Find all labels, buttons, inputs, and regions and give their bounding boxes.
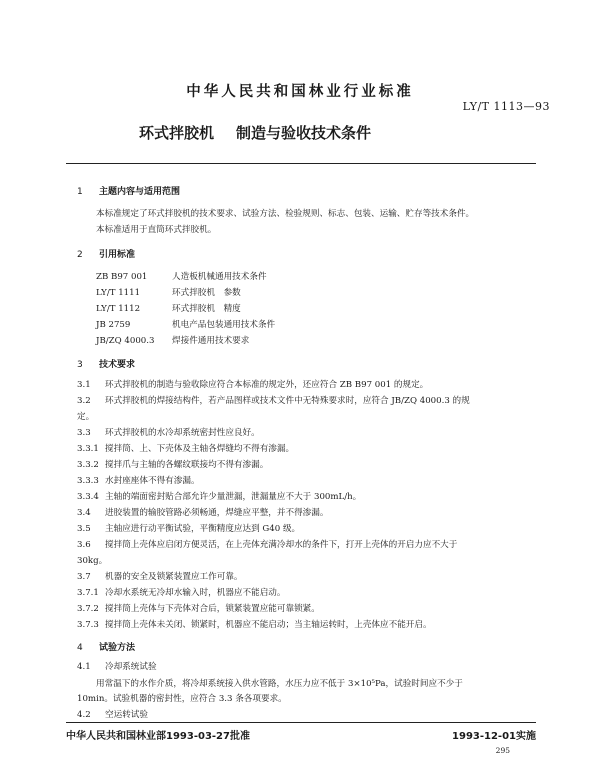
clause-number: 3.7.2 (77, 604, 99, 614)
clause-text: 主轴的端面密封贴合部允许少量泄漏，泄漏量应不大于 300mL/h。 (105, 492, 362, 502)
subclause-title: 空运转试验 (105, 710, 148, 720)
clause-item (77, 602, 320, 614)
section-4-title: 试验方法 (99, 643, 136, 653)
clause-item (77, 570, 243, 582)
clause-number: 3.7.3 (77, 620, 99, 630)
clause-number: 3.6 (77, 540, 91, 550)
clause-number: 3.3.2 (77, 460, 99, 470)
clause-text: 搅拌筒上壳体应启闭方便灵活，在上壳体充满冷却水的条件下，打开上壳体的开启力应不大于 (105, 540, 458, 550)
clause-item (77, 474, 200, 486)
clause-text: 进胶装置的输胶管路必须畅通，焊缝应平整，并不得渗漏。 (105, 508, 329, 518)
subclause-4-1 (77, 660, 157, 672)
reference-name: 人造板机械通用技术条件 (172, 272, 267, 282)
clause-item (77, 426, 260, 438)
clause-item (77, 522, 300, 534)
clause-item (77, 490, 361, 502)
clause-item (77, 442, 294, 454)
clause-number: 3.3 (77, 428, 91, 438)
section-1-number: 1 (77, 187, 83, 197)
clause-item (77, 618, 432, 630)
section-3-number: 3 (77, 360, 83, 370)
clause-item (77, 378, 428, 390)
reference-code: JB/ZQ 4000.3 (96, 336, 155, 346)
reference-name: 环式拌胶机 精度 (172, 304, 241, 314)
section-2-title: 引用标准 (99, 250, 136, 260)
clause-text: 环式拌胶机的水冷却系统密封性应良好。 (105, 428, 260, 438)
page-number: 295 (495, 746, 510, 755)
section-3-heading (77, 357, 135, 370)
clause-number: 3.5 (77, 524, 91, 534)
reference-item (96, 286, 241, 298)
document-title-part2: 制造与验收技术条件 (236, 124, 372, 142)
section-2-number: 2 (77, 250, 83, 260)
clause-item (77, 394, 470, 406)
clause-number: 3.3.1 (77, 444, 99, 454)
subclause-4-1-para-2: 10min。试验机器的密封性，应符合 3.3 条各项要求。 (77, 694, 287, 704)
section-1-para-1: 本标准规定了环式拌胶机的技术要求、试验方法、检验规则、标志、包装、运输、贮存等技术条件。 (96, 209, 475, 219)
reference-item (96, 302, 241, 314)
subclause-title: 冷却系统试验 (105, 662, 157, 672)
standard-title: 中华人民共和国林业行业标准 (186, 84, 414, 100)
section-1-title: 主题内容与适用范围 (99, 187, 181, 197)
clause-number: 3.3.4 (77, 492, 99, 502)
issuer-approval: 中华人民共和国林业部1993-03-27批准 (66, 731, 250, 742)
section-4-number: 4 (77, 643, 83, 653)
reference-item (96, 334, 249, 346)
reference-code: ZB B97 001 (96, 272, 148, 282)
clause-continuation: 定。 (77, 412, 95, 422)
clause-item (77, 458, 268, 470)
reference-code: JB 2759 (96, 320, 131, 330)
standard-code: LY/T 1113—93 (462, 100, 550, 113)
clause-text: 机器的安全及锁紧装置应工作可靠。 (105, 572, 243, 582)
clause-number: 3.7.1 (77, 588, 99, 598)
subclause-4-2 (77, 708, 148, 720)
clause-item (77, 586, 285, 598)
subclause-4-1-para-1: 用常温下的水作介质，将冷却系统接入供水管路，水压力应不低于 3×10⁵Pa，试验时间应不少于 (96, 679, 463, 689)
subclause-number: 4.1 (77, 662, 91, 672)
reference-code: LY/T 1112 (96, 304, 141, 314)
clause-number: 3.2 (77, 396, 91, 406)
section-1-para-2: 本标准适用于直筒环式拌胶机。 (96, 225, 217, 235)
clause-text: 环式拌胶机的焊接结构件，若产品图样或技术文件中无特殊要求时，应符合 JB/ZQ 4000.3 的规 (105, 396, 470, 406)
reference-code: LY/T 1111 (96, 288, 141, 298)
section-4-heading (77, 640, 135, 653)
effective-date: 1993-12-01实施 (452, 731, 536, 742)
footer-rule (66, 722, 536, 723)
section-3-title: 技术要求 (99, 360, 136, 370)
header-rule (66, 163, 536, 164)
document-title-part1: 环式拌胶机 (139, 124, 215, 142)
clause-text: 搅拌筒上壳体与下壳体对合后，锁紧装置应能可靠锁紧。 (105, 604, 320, 614)
clause-text: 水封座座体不得有渗漏。 (105, 476, 200, 486)
clause-item (77, 506, 328, 518)
clause-text: 环式拌胶机的制造与验收除应符合本标准的规定外，还应符合 ZB B97 001 的规定。 (105, 380, 429, 390)
clause-text: 搅拌爪与主轴的各螺纹联接均不得有渗漏。 (105, 460, 269, 470)
clause-number: 3.4 (77, 508, 91, 518)
reference-item (96, 318, 275, 330)
clause-number: 3.7 (77, 572, 91, 582)
clause-text: 搅拌筒上壳体未关闭、锁紧时，机器应不能启动；当主轴运转时，上壳体应不能开启。 (105, 620, 432, 630)
clause-text: 搅拌筒、上、下壳体及主轴各焊缝均不得有渗漏。 (105, 444, 295, 454)
clause-item (77, 538, 457, 550)
reference-name: 机电产品包装通用技术条件 (172, 320, 276, 330)
clause-continuation: 30kg。 (77, 556, 108, 566)
clause-number: 3.3.3 (77, 476, 99, 486)
reference-item (96, 270, 267, 282)
clause-number: 3.1 (77, 380, 91, 390)
section-2-heading (77, 247, 135, 260)
document-title (139, 122, 371, 143)
clause-text: 冷却水系统无冷却水输入时，机器应不能启动。 (105, 588, 286, 598)
section-1-heading (77, 184, 180, 197)
clause-text: 主轴应进行动平衡试验，平衡精度应达到 G40 级。 (105, 524, 301, 534)
reference-name: 环式拌胶机 参数 (172, 288, 241, 298)
subclause-number: 4.2 (77, 710, 91, 720)
reference-name: 焊接件通用技术要求 (172, 336, 250, 346)
